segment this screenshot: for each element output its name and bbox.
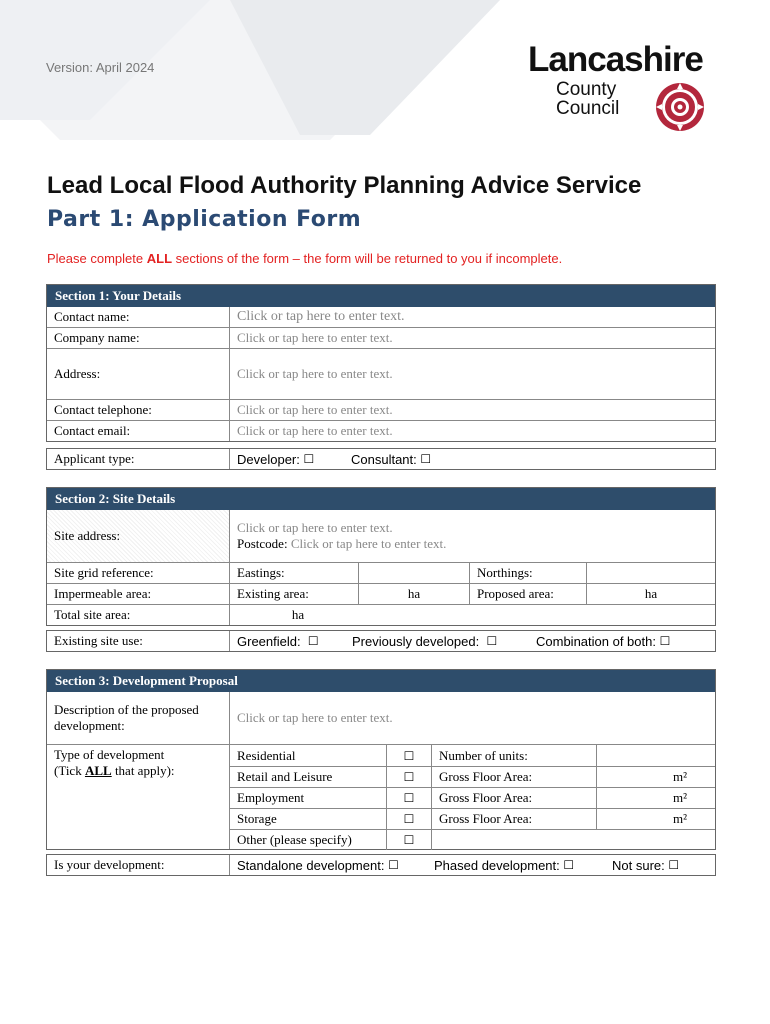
- total-area-input[interactable]: ha: [291, 607, 305, 622]
- company-name-label: Company name:: [47, 328, 230, 348]
- section-2-header: Section 2: Site Details: [47, 488, 715, 510]
- development-type-checkbox[interactable]: ☐: [387, 788, 432, 808]
- telephone-label: Contact telephone:: [47, 400, 230, 420]
- description-input[interactable]: Click or tap here to enter text.: [237, 710, 393, 725]
- measure-input[interactable]: m²: [672, 769, 687, 784]
- email-input[interactable]: Click or tap here to enter text.: [237, 423, 393, 438]
- section-development-proposal: [46, 669, 716, 850]
- section-your-details: [46, 284, 716, 442]
- existing-area-input[interactable]: ha: [359, 584, 470, 604]
- site-address-input[interactable]: Click or tap here to enter text.: [237, 520, 393, 535]
- combination-option[interactable]: Combination of both: ☐: [536, 633, 671, 649]
- version-label: Version: April 2024: [46, 60, 155, 75]
- applicant-type-label: Applicant type:: [47, 449, 230, 469]
- development-type-row: [230, 787, 715, 808]
- logo-text-lancashire: Lancashire: [528, 40, 703, 79]
- development-type-row: [230, 745, 715, 766]
- development-type-label: Retail and Leisure: [230, 767, 387, 787]
- red-rose-icon: [650, 78, 710, 134]
- description-label: Description of the proposed development:: [47, 692, 230, 744]
- completion-warning: Please complete ALL sections of the form – the form will be returned to you if incomplete.: [47, 251, 563, 266]
- section-3-header: Section 3: Development Proposal: [47, 670, 715, 692]
- development-type-row: [230, 829, 715, 850]
- development-types-grid: [230, 745, 715, 849]
- consultant-checkbox[interactable]: ☐: [420, 452, 432, 466]
- development-type-row: [230, 808, 715, 829]
- measure-input[interactable]: [597, 745, 715, 766]
- grid-reference-label: Site grid reference:: [47, 563, 230, 583]
- development-type-row: [230, 766, 715, 787]
- impermeable-area-label: Impermeable area:: [47, 584, 230, 604]
- telephone-input[interactable]: Click or tap here to enter text.: [237, 402, 393, 417]
- previously-developed-option[interactable]: Previously developed: ☐: [352, 633, 498, 649]
- northings-input[interactable]: [587, 563, 715, 583]
- measure-label: Number of units:: [432, 745, 597, 766]
- contact-name-label: Contact name:: [47, 307, 230, 327]
- postcode-label: Postcode:: [237, 536, 288, 551]
- existing-area-label: Existing area:: [230, 584, 359, 604]
- developer-checkbox[interactable]: ☐: [303, 452, 315, 466]
- is-development-label: Is your development:: [47, 855, 230, 875]
- previously-developed-checkbox[interactable]: ☐: [486, 634, 498, 648]
- company-name-input[interactable]: Click or tap here to enter text.: [237, 330, 393, 345]
- development-type-label: Residential: [230, 745, 387, 766]
- address-input[interactable]: Click or tap here to enter text.: [237, 366, 393, 381]
- logo-text-county-council: County Council: [556, 79, 620, 119]
- eastings-label: Eastings:: [230, 563, 359, 583]
- combination-checkbox[interactable]: ☐: [659, 634, 671, 648]
- measure-input[interactable]: m²: [672, 811, 687, 826]
- site-address-field[interactable]: [230, 510, 715, 562]
- existing-site-use-row: [46, 630, 716, 652]
- consultant-option[interactable]: Consultant: ☐: [351, 451, 432, 467]
- section-site-details: [46, 487, 716, 626]
- northings-label: Northings:: [470, 563, 587, 583]
- measure-input[interactable]: m²: [672, 790, 687, 805]
- standalone-option[interactable]: Standalone development: ☐: [237, 857, 399, 873]
- site-address-label: Site address:: [47, 510, 230, 562]
- page-subtitle: Part 1: Application Form: [47, 207, 362, 232]
- not-sure-option[interactable]: Not sure: ☐: [612, 857, 680, 873]
- measure-label: Gross Floor Area:: [432, 767, 597, 787]
- existing-use-label: Existing site use:: [47, 631, 230, 651]
- contact-name-input[interactable]: Click or tap here to enter text.: [237, 309, 405, 324]
- proposed-area-input[interactable]: ha: [644, 586, 658, 601]
- development-type-checkbox[interactable]: ☐: [387, 809, 432, 829]
- development-type-label: Other (please specify): [230, 830, 387, 850]
- lancashire-logo: [528, 40, 738, 136]
- section-1-header: Section 1: Your Details: [47, 285, 715, 307]
- greenfield-checkbox[interactable]: ☐: [307, 634, 319, 648]
- development-type-label: Storage: [230, 809, 387, 829]
- development-type-checkbox[interactable]: ☐: [387, 830, 432, 850]
- page-title: Lead Local Flood Authority Planning Advice Service: [47, 172, 642, 199]
- measure-label: Gross Floor Area:: [432, 788, 597, 808]
- development-type-label: Employment: [230, 788, 387, 808]
- measure-label: Gross Floor Area:: [432, 809, 597, 829]
- development-phase-row: [46, 854, 716, 876]
- postcode-input[interactable]: Click or tap here to enter text.: [290, 536, 447, 551]
- email-label: Contact email:: [47, 421, 230, 441]
- address-label: Address:: [47, 349, 230, 399]
- greenfield-option[interactable]: Greenfield: ☐: [237, 633, 319, 649]
- eastings-input[interactable]: [359, 563, 470, 583]
- not-sure-checkbox[interactable]: ☐: [668, 858, 680, 872]
- standalone-checkbox[interactable]: ☐: [388, 858, 399, 872]
- applicant-type-row: [46, 448, 716, 470]
- development-type-checkbox[interactable]: ☐: [387, 745, 432, 766]
- development-type-checkbox[interactable]: ☐: [387, 767, 432, 787]
- phased-option[interactable]: Phased development: ☐: [434, 857, 575, 873]
- total-area-label: Total site area:: [47, 605, 230, 625]
- type-of-development-label: Type of development (Tick ALL that apply):: [47, 745, 230, 849]
- proposed-area-label: Proposed area:: [470, 584, 587, 604]
- developer-option[interactable]: Developer: ☐: [237, 451, 315, 467]
- phased-checkbox[interactable]: ☐: [563, 858, 575, 872]
